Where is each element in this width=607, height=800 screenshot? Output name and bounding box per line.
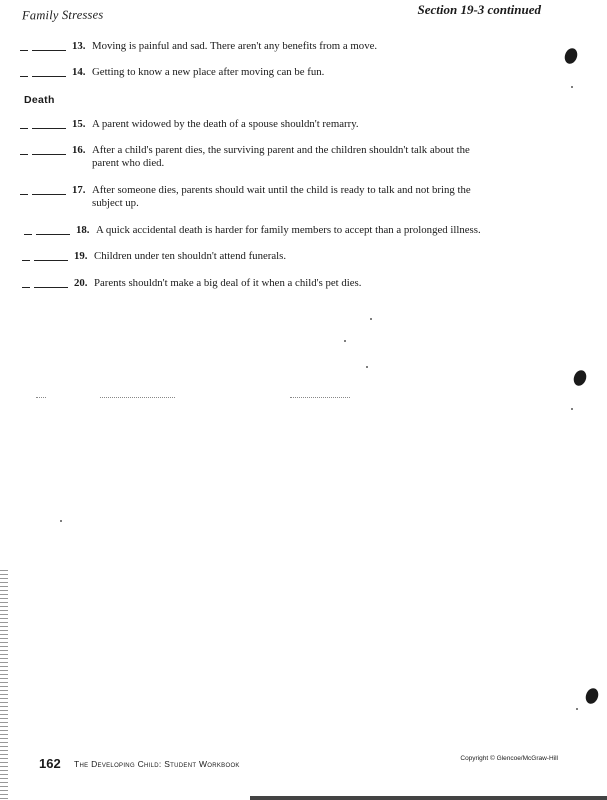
answer-blank[interactable]	[20, 66, 66, 77]
question-19	[22, 250, 562, 263]
punch-hole-top	[563, 46, 580, 65]
question-line-2: subject up.	[92, 197, 139, 209]
copyright-notice: Copyright © Glencoe/McGraw-Hill	[460, 755, 558, 762]
question-number: 14.	[72, 66, 86, 78]
scan-speck	[576, 708, 578, 710]
question-15	[20, 118, 560, 131]
question-line-1: A parent widowed by the death of a spouse shouldn't remarry.	[92, 118, 359, 130]
book-title: The Developing Child: Student Workbook	[74, 759, 240, 769]
question-13	[20, 40, 560, 53]
question-line-1: Children under ten shouldn't attend funerals.	[94, 250, 287, 262]
scan-speck	[370, 318, 372, 320]
punch-hole-bottom	[584, 686, 601, 705]
question-16	[20, 144, 560, 170]
question-text	[96, 224, 564, 237]
question-number: 18.	[76, 224, 90, 236]
scan-speck	[344, 340, 346, 342]
question-number: 16.	[72, 144, 86, 156]
scan-shadow	[250, 796, 607, 800]
question-line-1: Parents shouldn't make a big deal of it when a child's pet dies.	[94, 277, 362, 289]
scan-mark	[290, 397, 350, 399]
question-text	[92, 118, 560, 131]
scan-mark	[100, 397, 175, 399]
scan-speck	[571, 408, 573, 410]
question-text	[92, 184, 560, 210]
question-number: 19.	[74, 250, 88, 262]
answer-blank[interactable]	[20, 118, 66, 129]
question-20	[22, 277, 562, 290]
question-18	[24, 224, 564, 237]
question-text: Getting to know a new place after moving can be fun.	[92, 66, 325, 78]
question-text	[94, 277, 562, 290]
section-label: Section 19-3 continued	[417, 2, 541, 17]
question-14	[20, 66, 560, 79]
scan-mark	[36, 397, 46, 399]
question-number: 13.	[72, 40, 86, 52]
question-line-2: parent who died.	[92, 157, 165, 169]
answer-blank[interactable]	[20, 144, 66, 155]
section-heading-death: Death	[24, 94, 55, 106]
page-number: 162	[39, 756, 61, 771]
binding-edge	[0, 570, 8, 800]
scan-speck	[366, 366, 368, 368]
scan-speck	[571, 86, 573, 88]
answer-blank[interactable]	[24, 224, 70, 235]
question-number: 20.	[74, 277, 88, 289]
punch-hole-middle	[572, 368, 589, 387]
answer-blank[interactable]	[20, 184, 66, 195]
question-text	[92, 144, 560, 170]
question-line-1: After someone dies, parents should wait until the child is ready to talk and not bring the	[92, 184, 471, 196]
question-number: 15.	[72, 118, 86, 130]
question-line-1: A quick accidental death is harder for family members to accept than a prolonged illness.	[96, 224, 481, 236]
answer-blank[interactable]	[22, 277, 68, 288]
question-line-1: After a child's parent dies, the surviving parent and the children shouldn't talk about the	[92, 144, 470, 156]
answer-blank[interactable]	[22, 250, 68, 261]
question-17	[20, 184, 560, 210]
question-text: Moving is painful and sad. There aren't any benefits from a move.	[92, 40, 378, 52]
question-text	[94, 250, 562, 263]
scan-speck	[60, 520, 62, 522]
answer-blank[interactable]	[20, 40, 66, 51]
chapter-title: Family Stresses	[21, 7, 104, 23]
question-number: 17.	[72, 184, 86, 196]
